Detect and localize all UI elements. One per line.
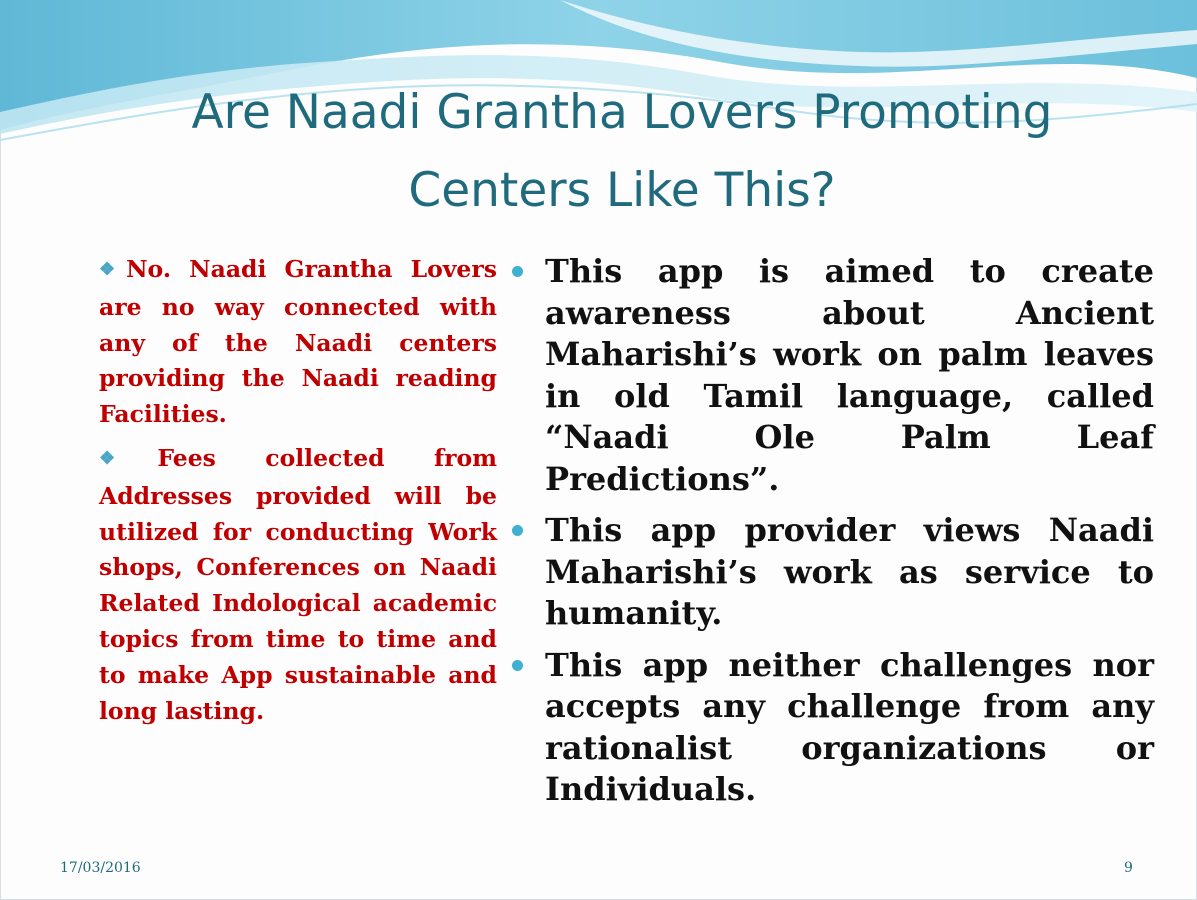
left-bullet-item xyxy=(99,441,497,729)
right-bullet-text: This app is aimed to create awareness about Ancient Maharishi’s work on palm leaves in old Tamil language, called “Naadi Ole Palm Leaf Predictions”. xyxy=(545,252,1154,498)
diamond-bullet-icon: ❖ xyxy=(99,259,126,280)
left-column xyxy=(99,252,497,737)
slide-title: Are Naadi Grantha Lovers Promoting Centers Like This? xyxy=(191,85,1053,218)
left-bullet-text: Fees collected from Addresses provided will be utilized for conducting Work shops, Conferences on Naadi Related Indological academic topics from time to time and to make App sustainable and long lasting. xyxy=(99,443,498,725)
footer-date: 17/03/2016 xyxy=(60,860,141,876)
left-bullet-text: No. Naadi Grantha Lovers are no way connected with any of the Naadi centers providing the Naadi reading Facilities. xyxy=(99,255,497,429)
right-column xyxy=(508,251,1154,821)
diamond-bullet-icon: ❖ xyxy=(99,447,157,469)
right-bullet-item xyxy=(508,645,1154,811)
right-bullet-text: This app provider views Naadi Maharishi’s work as service to humanity. xyxy=(545,511,1154,632)
page-number: 9 xyxy=(1124,860,1133,876)
round-bullet-icon xyxy=(512,266,523,277)
right-bullet-text: This app neither challenges nor accepts any challenge from any rationalist organizations or Individuals. xyxy=(545,645,1154,808)
right-bullet-item xyxy=(508,510,1154,635)
left-bullet-item xyxy=(99,252,497,433)
round-bullet-icon xyxy=(512,525,523,536)
round-bullet-icon xyxy=(512,660,523,671)
right-bullet-item xyxy=(508,251,1154,500)
